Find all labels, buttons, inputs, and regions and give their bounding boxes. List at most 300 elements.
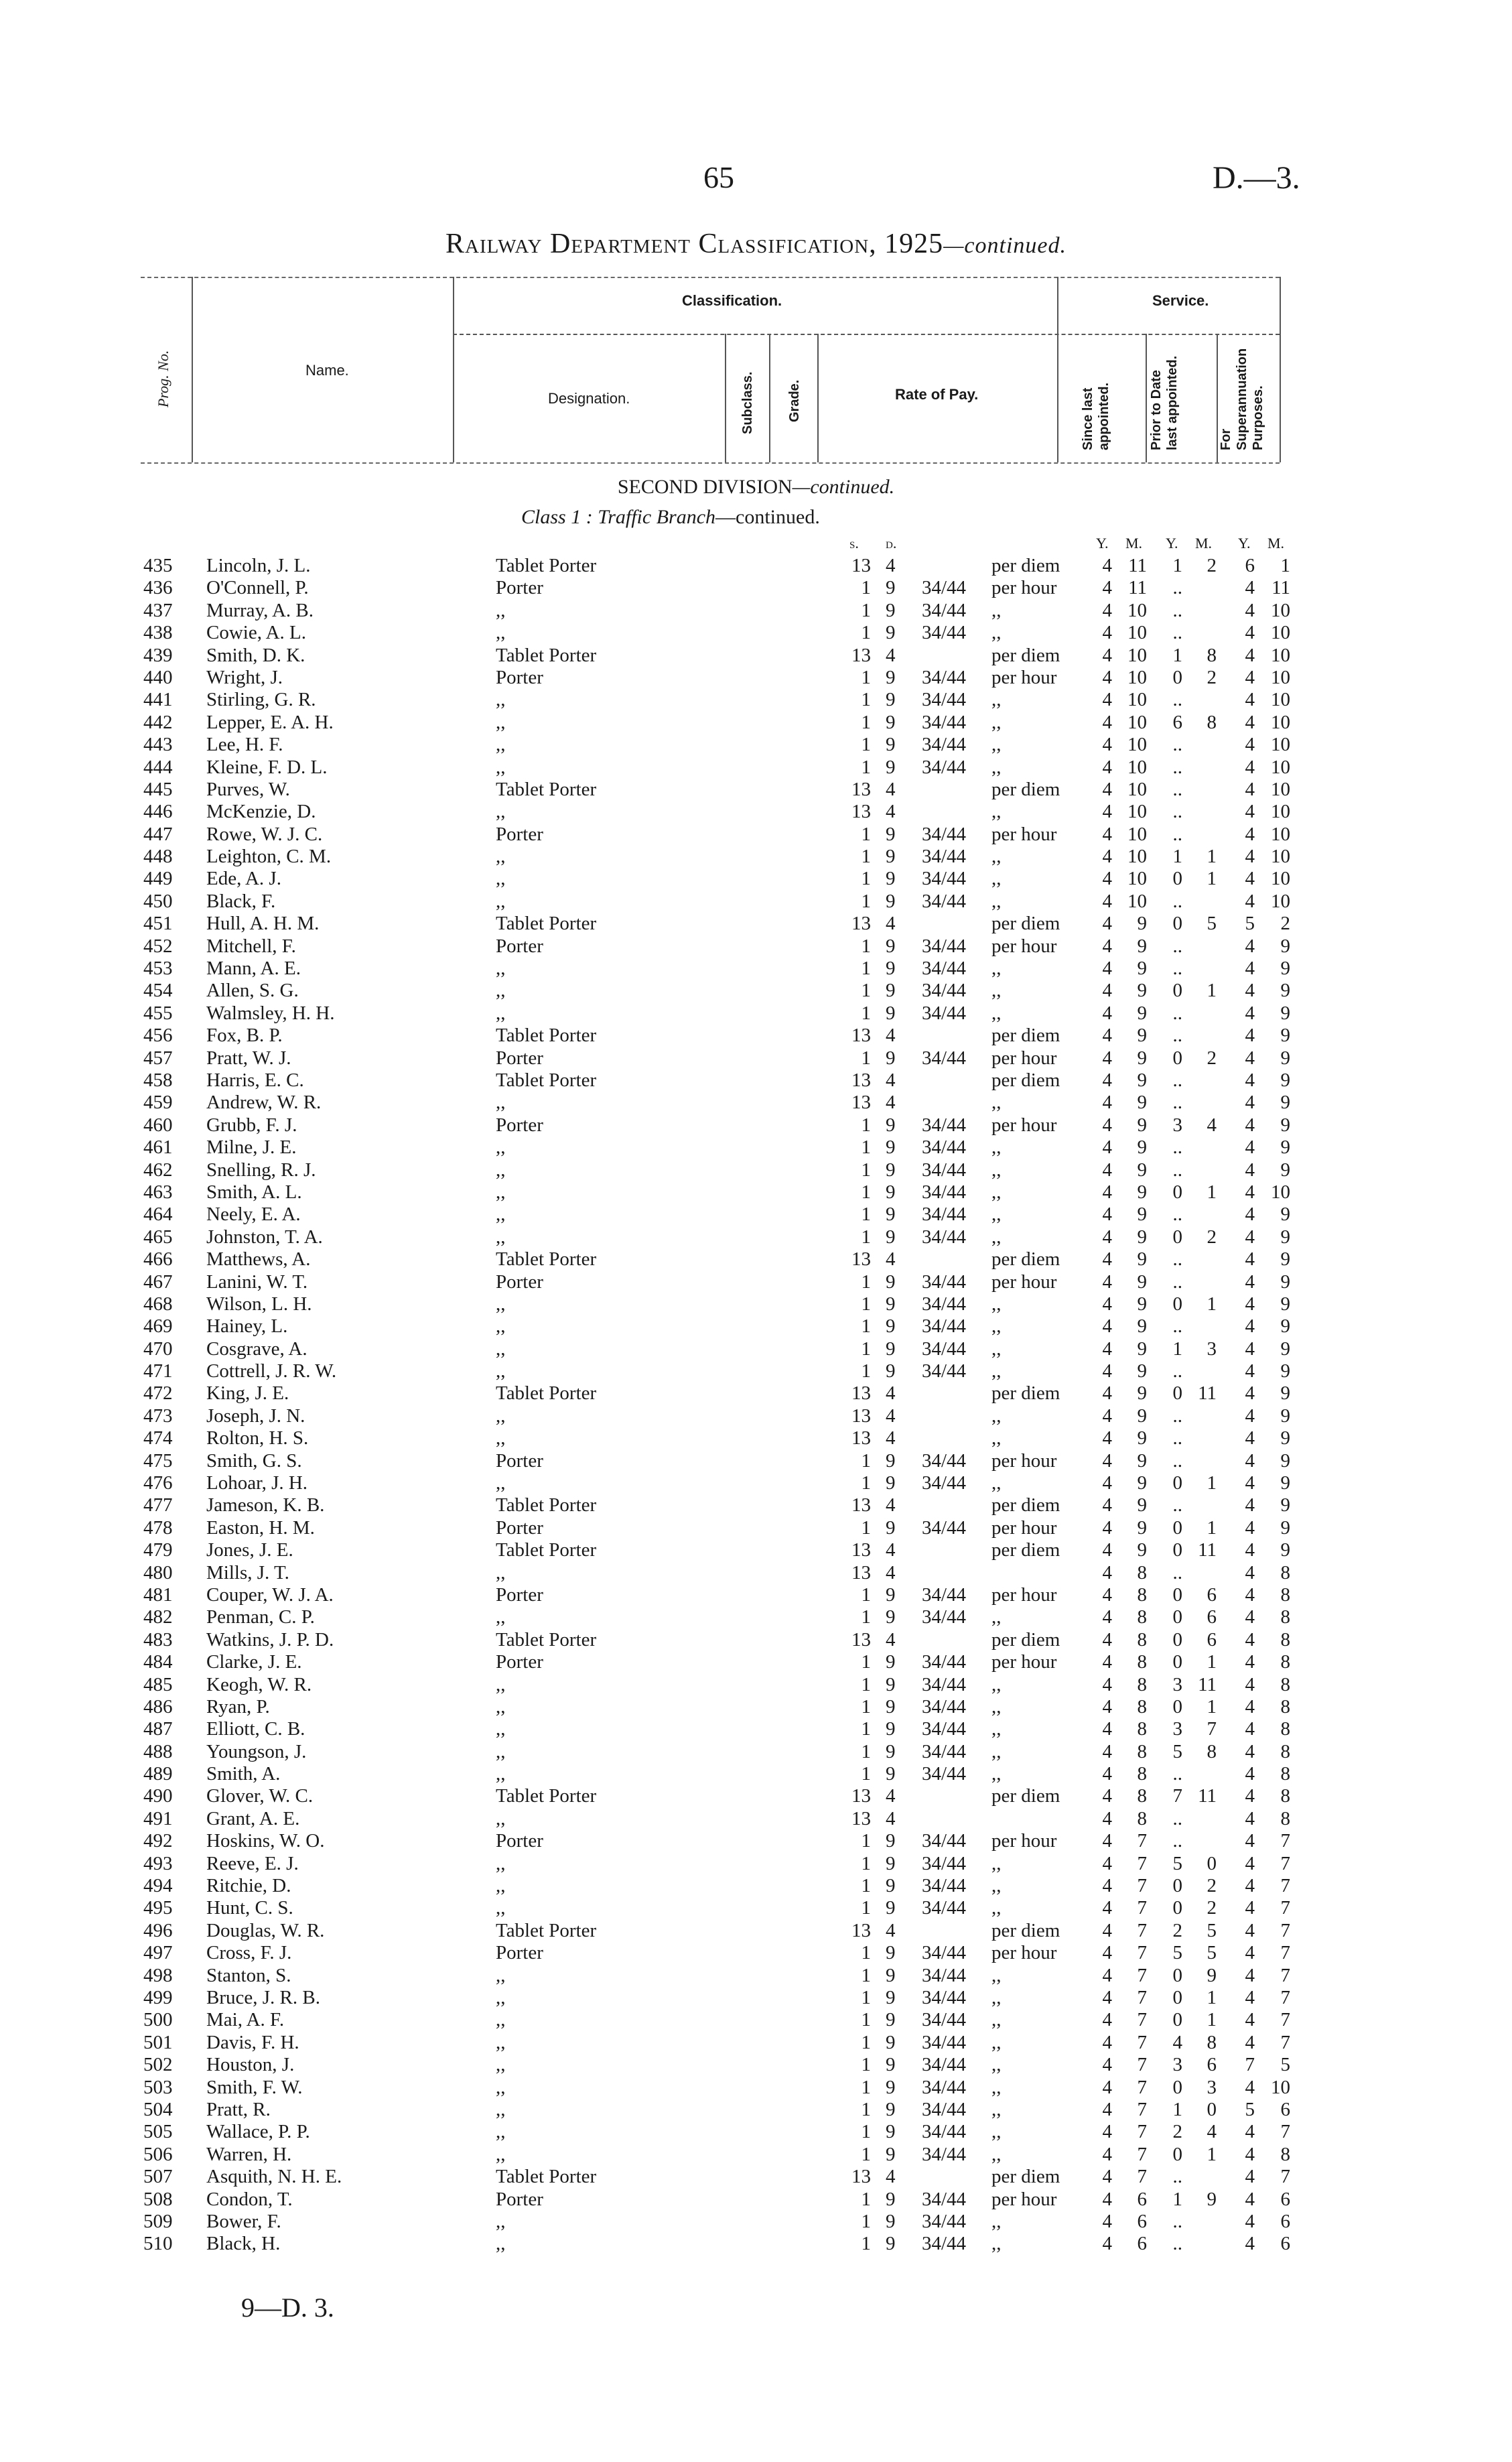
rate-period: per hour [991, 2188, 1057, 2210]
rate-shillings: 1 [861, 1315, 871, 1338]
prior-months: 1 [1207, 1181, 1217, 1203]
super-years: 4 [1245, 1897, 1255, 1919]
prog-no: 508 [143, 2188, 173, 2210]
rate-pence: 9 [886, 2121, 896, 2143]
col-rule-designation [725, 334, 726, 462]
since-years: 4 [1102, 1405, 1112, 1427]
rate-shillings: 13 [851, 778, 871, 800]
rate-shillings: 1 [861, 1181, 871, 1203]
rate-fraction: 34/44 [922, 980, 967, 1002]
employee-name: Wallace, P. P. [206, 2121, 310, 2143]
rate-shillings: 1 [861, 2054, 871, 2076]
table-row [0, 1494, 1512, 1516]
employee-name: Warren, H. [206, 2143, 292, 2165]
rate-shillings: 1 [861, 958, 871, 980]
designation: ,, [496, 1964, 506, 1986]
prior-years: 0 [1172, 1516, 1182, 1539]
employee-name: Jameson, K. B. [206, 1494, 325, 1516]
prior-months: 11 [1198, 1539, 1217, 1561]
prog-no: 468 [143, 1293, 173, 1315]
since-years: 4 [1102, 622, 1112, 644]
super-months: 9 [1280, 1516, 1290, 1539]
employee-name: Purves, W. [206, 778, 290, 800]
rate-period: ,, [991, 1852, 1002, 1874]
since-months: 7 [1137, 2121, 1147, 2143]
rate-period: ,, [991, 1338, 1002, 1360]
prior-years: .. [1172, 1002, 1182, 1024]
prior-years: 0 [1172, 1628, 1182, 1650]
employee-name: Pratt, R. [206, 2098, 271, 2120]
prior-years: 0 [1172, 1583, 1182, 1606]
designation: ,, [496, 2009, 506, 2031]
super-months: 10 [1271, 666, 1290, 688]
rate-fraction: 34/44 [922, 1360, 967, 1382]
prog-no: 442 [143, 711, 173, 733]
rate-shillings: 1 [861, 1360, 871, 1382]
prog-no: 474 [143, 1427, 173, 1449]
since-years: 4 [1102, 1740, 1112, 1762]
rate-period: per diem [991, 1628, 1060, 1650]
super-years: 4 [1245, 2121, 1255, 2143]
since-years: 4 [1102, 1248, 1112, 1271]
since-months: 9 [1137, 1293, 1147, 1315]
designation: ,, [496, 1875, 506, 1897]
super-years: 4 [1245, 1740, 1255, 1762]
super-months: 9 [1280, 1248, 1290, 1271]
since-years: 4 [1102, 2166, 1112, 2188]
prog-no: 435 [143, 555, 173, 576]
employee-name: Davis, F. H. [206, 2031, 299, 2053]
table-row [0, 2077, 1512, 2099]
since-months: 8 [1137, 1673, 1147, 1695]
designation: ,, [496, 1226, 506, 1248]
table-row [0, 1606, 1512, 1628]
since-years: 4 [1102, 1494, 1112, 1516]
header-superannuation: For Superannuation Purposes. [1219, 348, 1265, 450]
since-months: 10 [1127, 599, 1147, 621]
table-row [0, 712, 1512, 734]
rate-period: per diem [991, 1494, 1060, 1516]
super-months: 7 [1280, 1964, 1290, 1986]
rate-period: ,, [991, 1159, 1002, 1181]
table-row [0, 935, 1512, 958]
super-years: 4 [1245, 1875, 1255, 1897]
designation: ,, [496, 1852, 506, 1874]
since-months: 7 [1137, 1987, 1147, 2008]
rate-shillings: 1 [861, 689, 871, 711]
super-years: 4 [1245, 1919, 1255, 1941]
rate-fraction: 34/44 [922, 935, 967, 957]
prior-months: 11 [1198, 1382, 1217, 1405]
rate-shillings: 1 [861, 1338, 871, 1360]
table-row [0, 980, 1512, 1002]
prog-no: 447 [143, 823, 173, 845]
since-months: 10 [1127, 622, 1147, 644]
designation: Porter [496, 2188, 543, 2210]
prior-months: 1 [1207, 846, 1217, 868]
prior-years: .. [1172, 778, 1182, 800]
super-months: 9 [1280, 1315, 1290, 1338]
table-row [0, 2032, 1512, 2054]
rate-fraction: 34/44 [922, 2188, 967, 2210]
rate-period: per diem [991, 1025, 1060, 1047]
prog-no: 500 [143, 2009, 173, 2031]
since-years: 4 [1102, 1606, 1112, 1628]
super-months: 9 [1280, 1226, 1290, 1248]
since-months: 10 [1127, 890, 1147, 912]
rate-period: ,, [991, 622, 1002, 644]
prior-years: 0 [1172, 1964, 1182, 1986]
super-years: 4 [1245, 689, 1255, 711]
rate-fraction: 34/44 [922, 756, 967, 778]
super-months: 10 [1271, 801, 1290, 823]
table-row [0, 2054, 1512, 2076]
rate-shillings: 1 [861, 1942, 871, 1964]
designation: Tablet Porter [496, 913, 597, 935]
since-months: 10 [1127, 846, 1147, 868]
rate-pence: 4 [886, 1405, 896, 1427]
since-months: 8 [1137, 1718, 1147, 1740]
designation: Tablet Porter [496, 1069, 597, 1091]
table-row [0, 1002, 1512, 1025]
prior-years: .. [1172, 801, 1182, 823]
rate-period: per diem [991, 1539, 1060, 1561]
since-years: 4 [1102, 2009, 1112, 2031]
super-years: 5 [1245, 913, 1255, 935]
rate-pence: 4 [886, 1248, 896, 1271]
rate-fraction: 34/44 [922, 1673, 967, 1695]
super-months: 8 [1280, 1673, 1290, 1695]
designation: ,, [496, 599, 506, 621]
rate-pence: 9 [886, 1315, 896, 1338]
employee-name: Douglas, W. R. [206, 1919, 325, 1941]
prog-no: 505 [143, 2121, 173, 2143]
super-months: 10 [1271, 599, 1290, 621]
table-row [0, 2121, 1512, 2143]
prior-years: .. [1172, 1494, 1182, 1516]
since-months: 8 [1137, 1606, 1147, 1628]
designation: Porter [496, 1830, 543, 1852]
prog-no: 504 [143, 2098, 173, 2120]
designation: ,, [496, 689, 506, 711]
super-months: 10 [1271, 778, 1290, 800]
rate-fraction: 34/44 [922, 1449, 967, 1472]
rate-pence: 4 [886, 2166, 896, 2188]
rate-fraction: 34/44 [922, 2210, 967, 2232]
rate-period: ,, [991, 711, 1002, 733]
title-main: Railway Department Classification, 1925 [445, 229, 944, 259]
since-months: 9 [1137, 1449, 1147, 1472]
rate-period: ,, [991, 958, 1002, 980]
since-months: 9 [1137, 1226, 1147, 1248]
table-row [0, 824, 1512, 846]
rate-shillings: 1 [861, 599, 871, 621]
prior-years: 0 [1172, 980, 1182, 1002]
table-row [0, 1159, 1512, 1181]
super-months: 6 [1280, 2233, 1290, 2255]
prior-months: 9 [1207, 2188, 1217, 2210]
super-years: 4 [1245, 980, 1255, 1002]
table-row [0, 2099, 1512, 2121]
table-row [0, 1137, 1512, 1159]
rate-fraction: 34/44 [922, 1137, 967, 1159]
table-row [0, 891, 1512, 913]
rate-fraction: 34/44 [922, 1293, 967, 1315]
rate-pence: 4 [886, 1785, 896, 1807]
rate-pence: 9 [886, 1875, 896, 1897]
rate-period: ,, [991, 2054, 1002, 2076]
rate-pence: 9 [886, 2210, 896, 2232]
designation: ,, [496, 980, 506, 1002]
since-years: 4 [1102, 756, 1112, 778]
rate-period: per hour [991, 823, 1057, 845]
employee-name: Milne, J. E. [206, 1137, 297, 1159]
rate-shillings: 1 [861, 1695, 871, 1718]
designation: ,, [496, 1315, 506, 1338]
class-label: Class 1 : [521, 506, 593, 528]
since-years: 4 [1102, 711, 1112, 733]
super-years: 4 [1245, 666, 1255, 688]
unit-super-months: M. [1267, 535, 1285, 552]
table-row [0, 1562, 1512, 1584]
table-row [0, 622, 1512, 644]
designation: ,, [496, 1137, 506, 1159]
designation: ,, [496, 1718, 506, 1740]
prior-months: 1 [1207, 1695, 1217, 1718]
since-months: 10 [1127, 823, 1147, 845]
super-years: 4 [1245, 1583, 1255, 1606]
rate-pence: 9 [886, 622, 896, 644]
rate-pence: 9 [886, 846, 896, 868]
employee-name: Harris, E. C. [206, 1069, 304, 1091]
table-row [0, 1674, 1512, 1696]
rate-shillings: 13 [851, 1561, 871, 1583]
designation: Tablet Porter [496, 2166, 597, 2188]
rate-shillings: 13 [851, 555, 871, 576]
designation: ,, [496, 1181, 506, 1203]
since-months: 10 [1127, 734, 1147, 756]
designation: Tablet Porter [496, 778, 597, 800]
prog-no: 501 [143, 2031, 173, 2053]
super-years: 4 [1245, 1226, 1255, 1248]
table-row [0, 1382, 1512, 1405]
employee-name: Stanton, S. [206, 1964, 291, 1986]
rate-pence: 9 [886, 666, 896, 688]
prior-months: 1 [1207, 980, 1217, 1002]
since-years: 4 [1102, 846, 1112, 868]
rate-shillings: 1 [861, 890, 871, 912]
table-row [0, 689, 1512, 711]
designation: ,, [496, 1427, 506, 1449]
rate-period: ,, [991, 1606, 1002, 1628]
rate-pence: 9 [886, 868, 896, 890]
rate-fraction: 34/44 [922, 711, 967, 733]
since-months: 10 [1127, 756, 1147, 778]
super-years: 4 [1245, 1025, 1255, 1047]
rate-period: ,, [991, 1875, 1002, 1897]
prog-no: 488 [143, 1740, 173, 1762]
rate-pence: 4 [886, 1092, 896, 1114]
rate-fraction: 34/44 [922, 1987, 967, 2008]
rate-fraction: 34/44 [922, 1606, 967, 1628]
prior-years: .. [1172, 599, 1182, 621]
super-years: 4 [1245, 2188, 1255, 2210]
designation: ,, [496, 1695, 506, 1718]
since-years: 4 [1102, 2188, 1112, 2210]
prior-years: .. [1172, 823, 1182, 845]
employee-name: Penman, C. P. [206, 1606, 315, 1628]
prog-no: 494 [143, 1875, 173, 1897]
prog-no: 471 [143, 1360, 173, 1382]
header-rate-of-pay: Rate of Pay. [895, 386, 979, 403]
table-row [0, 1987, 1512, 2009]
since-years: 4 [1102, 1987, 1112, 2008]
prior-years: .. [1172, 622, 1182, 644]
since-years: 4 [1102, 1449, 1112, 1472]
rate-period: ,, [991, 1181, 1002, 1203]
rate-shillings: 1 [861, 2143, 871, 2165]
rate-period: per diem [991, 1069, 1060, 1091]
super-months: 8 [1280, 1807, 1290, 1829]
rate-shillings: 1 [861, 1830, 871, 1852]
table-row [0, 2009, 1512, 2031]
since-years: 4 [1102, 1539, 1112, 1561]
prog-no: 482 [143, 1606, 173, 1628]
since-years: 4 [1102, 555, 1112, 576]
table-row [0, 1696, 1512, 1718]
header-since-last-appointed: Since last appointed. [1081, 382, 1111, 450]
designation: Porter [496, 1449, 543, 1472]
since-months: 9 [1137, 1181, 1147, 1203]
employee-name: Johnston, T. A. [206, 1226, 323, 1248]
since-months: 9 [1137, 980, 1147, 1002]
super-months: 8 [1280, 1606, 1290, 1628]
prog-no: 479 [143, 1539, 173, 1561]
since-years: 4 [1102, 644, 1112, 666]
designation: ,, [496, 2121, 506, 2143]
super-years: 4 [1245, 1315, 1255, 1338]
since-months: 9 [1137, 1159, 1147, 1181]
super-months: 8 [1280, 1695, 1290, 1718]
prog-no: 483 [143, 1628, 173, 1650]
super-years: 4 [1245, 868, 1255, 890]
rate-period: ,, [991, 1002, 1002, 1024]
super-months: 9 [1280, 1271, 1290, 1293]
prior-years: 0 [1172, 913, 1182, 935]
rate-fraction: 34/44 [922, 1830, 967, 1852]
employee-name: Rowe, W. J. C. [206, 823, 323, 845]
prog-no: 478 [143, 1516, 173, 1539]
since-months: 6 [1137, 2233, 1147, 2255]
rate-pence: 9 [886, 2076, 896, 2098]
super-months: 9 [1280, 1472, 1290, 1494]
designation: ,, [496, 1472, 506, 1494]
rate-period: ,, [991, 1137, 1002, 1159]
since-years: 4 [1102, 1964, 1112, 1986]
designation: ,, [496, 801, 506, 823]
since-years: 4 [1102, 958, 1112, 980]
super-months: 1 [1280, 555, 1290, 576]
prog-no: 495 [143, 1897, 173, 1919]
rate-shillings: 13 [851, 1785, 871, 1807]
rate-fraction: 34/44 [922, 1875, 967, 1897]
employee-name: Ritchie, D. [206, 1875, 291, 1897]
designation: ,, [496, 1763, 506, 1785]
rate-shillings: 1 [861, 2188, 871, 2210]
rate-shillings: 13 [851, 1069, 871, 1091]
designation: ,, [496, 1204, 506, 1226]
designation: Tablet Porter [496, 1382, 597, 1405]
rate-pence: 4 [886, 778, 896, 800]
prior-years: 0 [1172, 1472, 1182, 1494]
table-row [0, 1763, 1512, 1785]
since-years: 4 [1102, 2143, 1112, 2165]
prior-years: 0 [1172, 1987, 1182, 2008]
rate-pence: 9 [886, 2054, 896, 2076]
prog-no: 475 [143, 1449, 173, 1472]
rate-shillings: 1 [861, 1987, 871, 2008]
since-years: 4 [1102, 868, 1112, 890]
prior-years: .. [1172, 2166, 1182, 2188]
header-designation: Designation. [548, 390, 630, 407]
super-years: 4 [1245, 2076, 1255, 2098]
since-years: 4 [1102, 1785, 1112, 1807]
prior-years: .. [1172, 1449, 1182, 1472]
prior-years: .. [1172, 2210, 1182, 2232]
since-months: 10 [1127, 801, 1147, 823]
employee-name: Matthews, A. [206, 1248, 311, 1271]
page-number: 65 [703, 160, 734, 194]
unit-shillings: s. [849, 535, 859, 552]
rate-pence: 9 [886, 1740, 896, 1762]
rate-shillings: 1 [861, 1472, 871, 1494]
super-years: 4 [1245, 1673, 1255, 1695]
prior-months: 6 [1207, 1583, 1217, 1606]
rate-pence: 4 [886, 1427, 896, 1449]
rate-shillings: 13 [851, 1025, 871, 1047]
table-row [0, 1025, 1512, 1047]
rate-pence: 4 [886, 1069, 896, 1091]
employee-name: Hoskins, W. O. [206, 1830, 325, 1852]
rate-period: ,, [991, 1695, 1002, 1718]
employee-name: Grubb, F. J. [206, 1114, 297, 1136]
designation: ,, [496, 1405, 506, 1427]
designation: Tablet Porter [496, 1785, 597, 1807]
rate-period: ,, [991, 756, 1002, 778]
since-months: 7 [1137, 1942, 1147, 1964]
table-row [0, 1718, 1512, 1740]
prior-months: 11 [1198, 1785, 1217, 1807]
prior-years: 0 [1172, 868, 1182, 890]
rate-shillings: 13 [851, 1494, 871, 1516]
unit-prior-years: Y. [1166, 535, 1178, 552]
designation: ,, [496, 1807, 506, 1829]
prior-years: 0 [1172, 1875, 1182, 1897]
super-months: 8 [1280, 1583, 1290, 1606]
rate-shillings: 1 [861, 1516, 871, 1539]
designation: Tablet Porter [496, 1919, 597, 1941]
super-months: 7 [1280, 1897, 1290, 1919]
header-service: Service. [1152, 292, 1209, 309]
table-row [0, 1427, 1512, 1449]
super-years: 4 [1245, 1360, 1255, 1382]
rate-period: ,, [991, 1987, 1002, 2008]
employee-name: Reeve, E. J. [206, 1852, 299, 1874]
prog-no: 466 [143, 1248, 173, 1271]
since-years: 4 [1102, 577, 1112, 599]
super-years: 4 [1245, 1047, 1255, 1069]
designation: ,, [496, 846, 506, 868]
